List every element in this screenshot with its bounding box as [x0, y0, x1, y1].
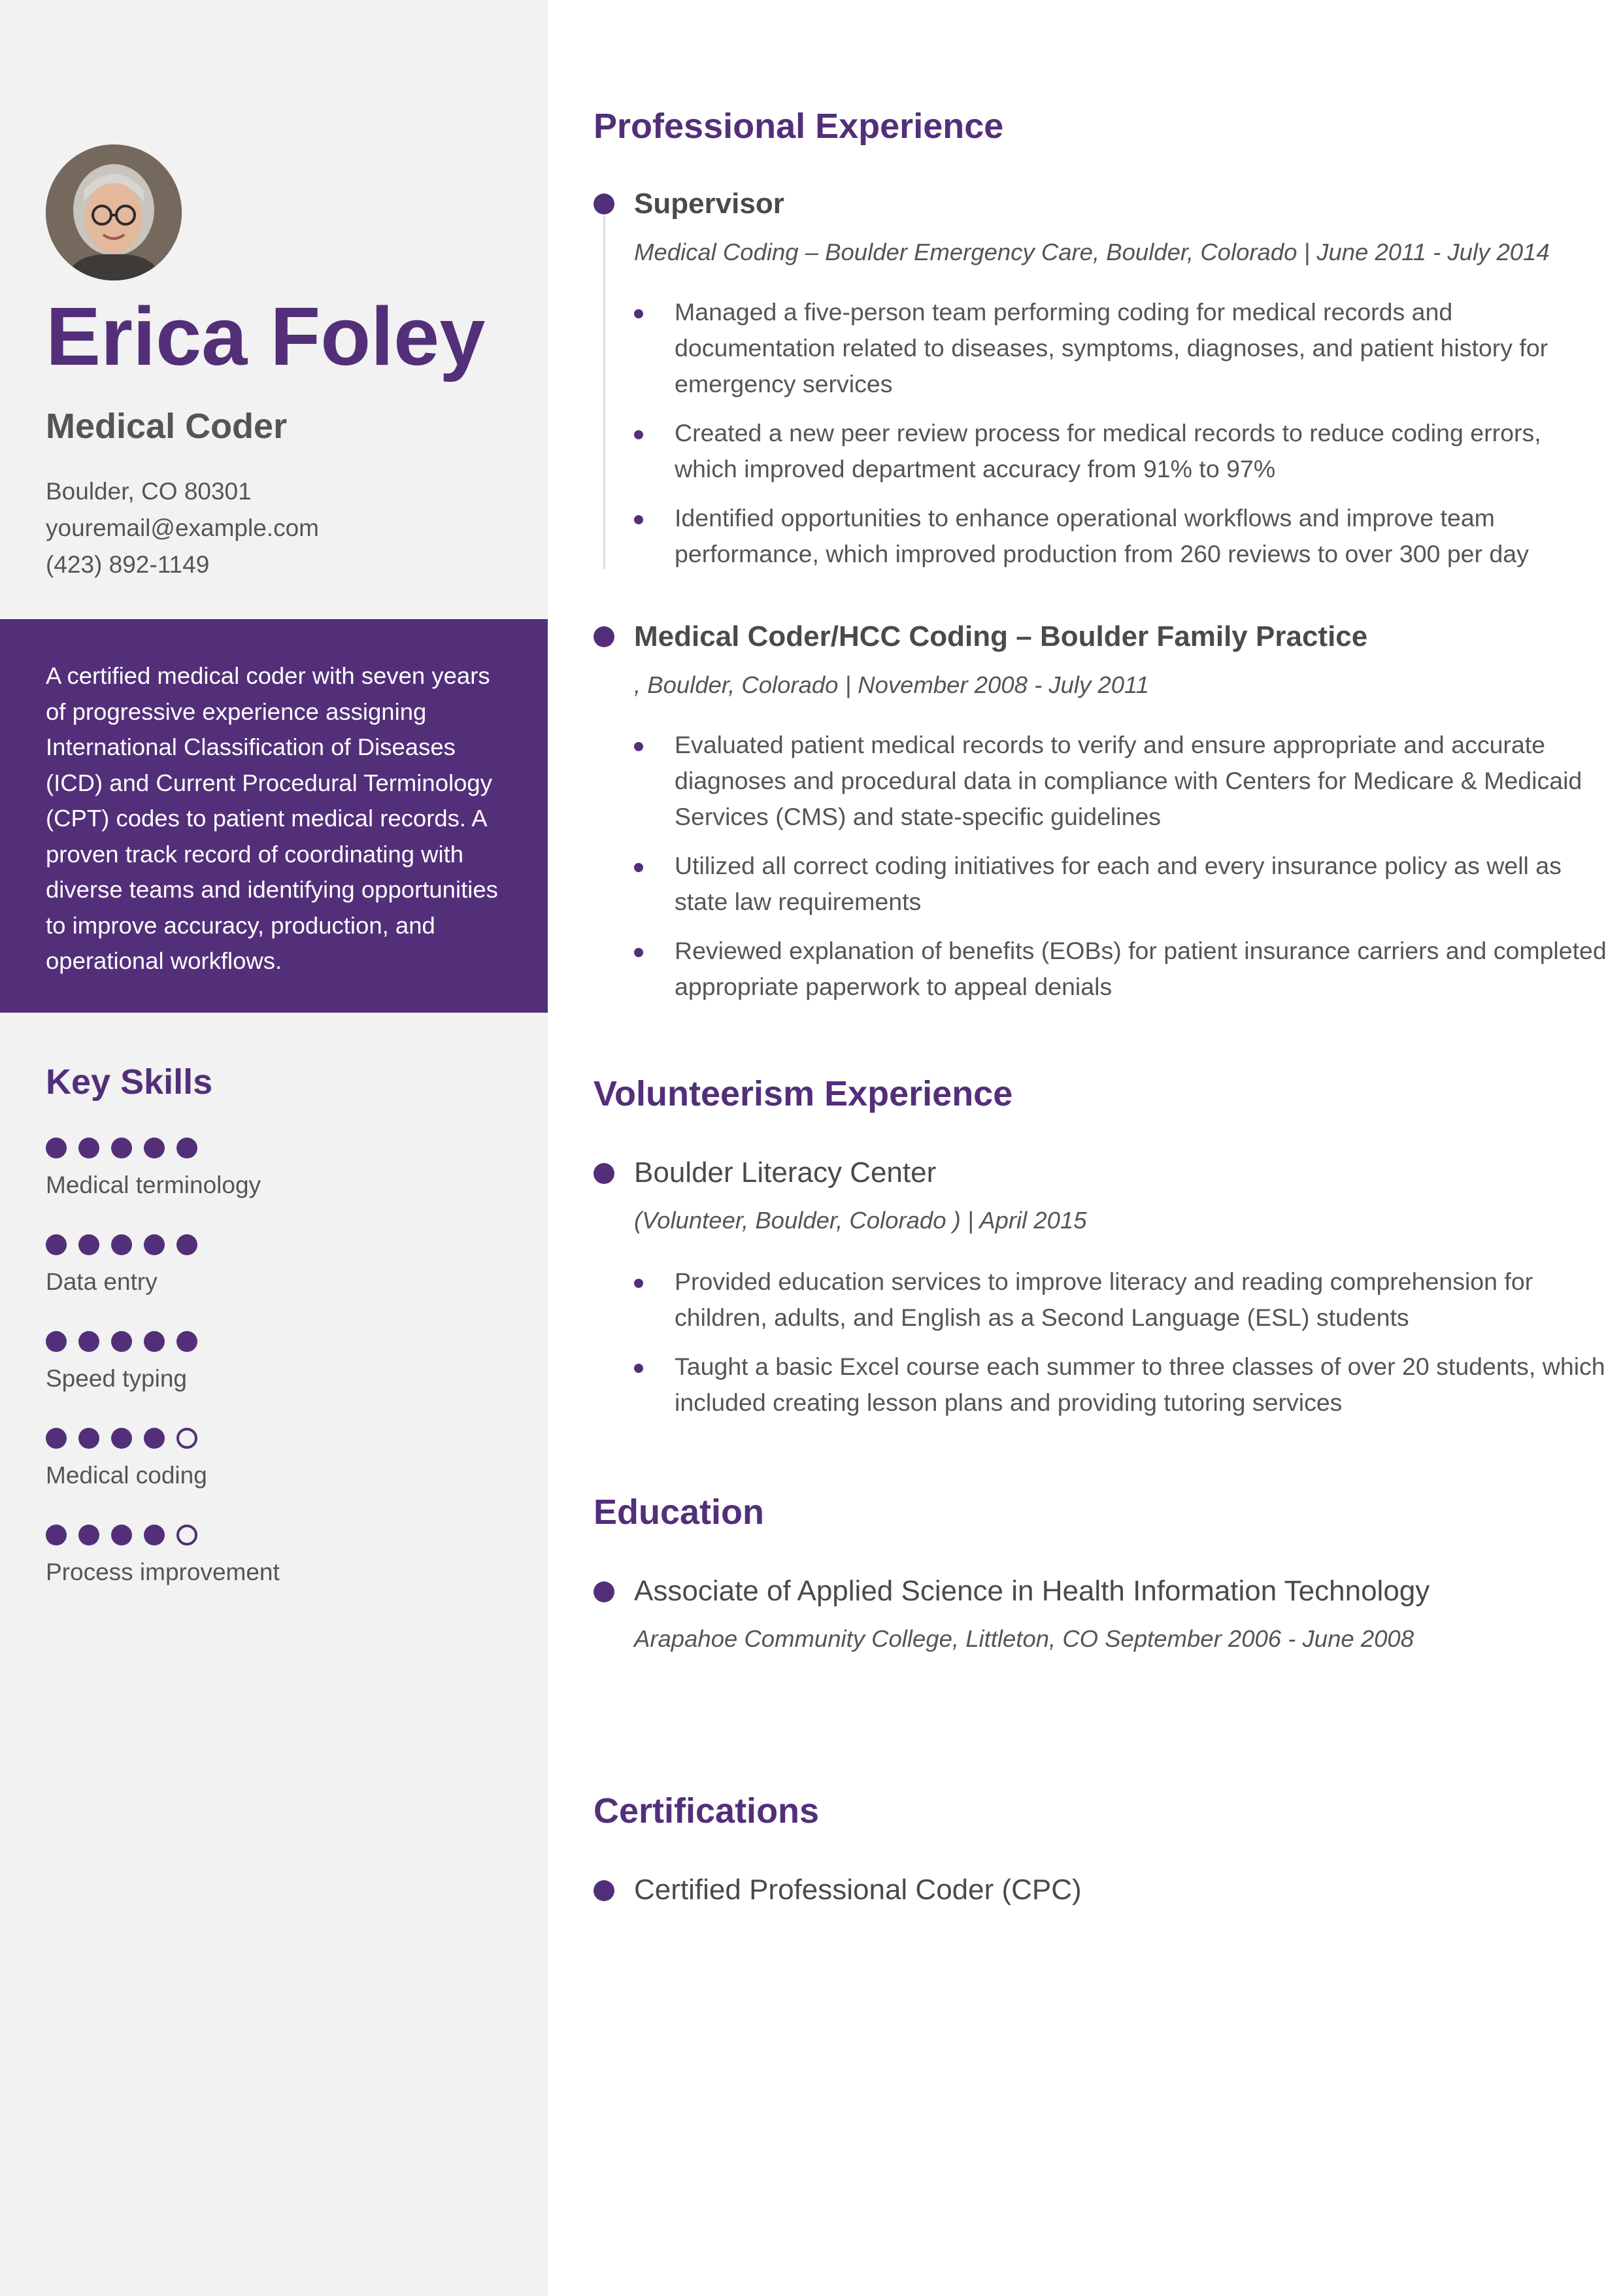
education-heading: Education	[594, 1493, 765, 1532]
rating-dot-filled	[111, 1525, 132, 1545]
rating-dot-filled	[111, 1428, 132, 1449]
rating-dot-filled	[144, 1331, 165, 1352]
skill-item	[46, 1137, 529, 1202]
list-item: Identified opportunities to enhance operational workflows and improve team performance, which improved production from 260 reviews to over 300 per day	[634, 500, 1608, 572]
address: Boulder, CO 80301	[46, 478, 252, 505]
rating-dot-filled	[144, 1138, 165, 1158]
list-item: Created a new peer review process for medical records to reduce coding errors, which improved department accuracy from 91% to 97%	[634, 415, 1608, 487]
job-bullets-2	[634, 727, 1608, 1018]
list-item: Utilized all correct coding initiatives for each and every insurance policy as well as state law requirements	[634, 848, 1608, 920]
rating-dot-filled	[78, 1331, 99, 1352]
entry-bullet-dot	[594, 194, 614, 214]
skill-rating	[46, 1137, 529, 1159]
list-item: Provided education services to improve literacy and reading comprehension for children, adults, and English as a Second Language (ESL) students	[634, 1264, 1608, 1336]
job-title-1: Supervisor	[634, 188, 784, 220]
summary-panel	[0, 619, 548, 1013]
skill-label: Medical coding	[46, 1462, 207, 1489]
rating-dot-filled	[78, 1138, 99, 1158]
timeline-line	[603, 216, 605, 569]
skill-item	[46, 1524, 529, 1589]
job-meta-1: Medical Coding – Boulder Emergency Care, Boulder, Colorado | June 2011 - July 2014	[634, 239, 1550, 265]
job-title-2: Medical Coder/HCC Coding – Boulder Family Practice	[634, 620, 1368, 652]
rating-dot-filled	[176, 1331, 197, 1352]
education-degree: Associate of Applied Science in Health Information Technology	[634, 1575, 1430, 1607]
certification-item: Certified Professional Coder (CPC)	[634, 1874, 1082, 1906]
phone: (423) 892-1149	[46, 551, 210, 578]
rating-dot-filled	[46, 1138, 67, 1158]
job-title: Medical Coder	[46, 407, 288, 446]
entry-bullet-dot	[594, 1163, 614, 1184]
certifications-heading: Certifications	[594, 1791, 820, 1831]
skill-label: Speed typing	[46, 1365, 188, 1392]
job-meta-2: , Boulder, Colorado | November 2008 - July 2011	[634, 671, 1149, 698]
volunteer-bullets	[634, 1264, 1608, 1434]
rating-dot-filled	[46, 1331, 67, 1352]
rating-dot-filled	[46, 1525, 67, 1545]
list-item: Reviewed explanation of benefits (EOBs) for patient insurance carriers and completed appropriate paperwork to appeal denials	[634, 933, 1608, 1005]
contact-info	[46, 473, 529, 583]
rating-dot-filled	[144, 1525, 165, 1545]
rating-dot-empty	[176, 1525, 197, 1545]
skill-label: Process improvement	[46, 1559, 280, 1585]
skills-heading: Key Skills	[46, 1062, 213, 1102]
rating-dot-filled	[111, 1331, 132, 1352]
volunteer-heading: Volunteerism Experience	[594, 1074, 1013, 1113]
sidebar	[0, 0, 548, 2296]
rating-dot-filled	[111, 1234, 132, 1255]
experience-heading: Professional Experience	[594, 107, 1004, 146]
entry-bullet-dot	[594, 1880, 614, 1901]
rating-dot-empty	[176, 1428, 197, 1449]
avatar	[46, 144, 182, 280]
skill-rating	[46, 1234, 529, 1256]
skill-rating	[46, 1427, 529, 1449]
entry-bullet-dot	[594, 1581, 614, 1602]
rating-dot-filled	[46, 1428, 67, 1449]
skill-rating	[46, 1524, 529, 1546]
summary-text: A certified medical coder with seven years of progressive experience assigning International Classification of Diseases (ICD) and Current Procedural Terminology (CPT) codes to patient medical records. A proven track record of coordinating with diverse teams and identifying opportunities to improve accuracy, production, and operational workflows.	[46, 662, 498, 974]
skill-rating	[46, 1330, 529, 1353]
main-content	[548, 0, 1623, 2296]
job-bullets-1	[634, 294, 1608, 585]
rating-dot-filled	[144, 1428, 165, 1449]
entry-bullet-dot	[594, 626, 614, 647]
rating-dot-filled	[78, 1234, 99, 1255]
skill-label: Medical terminology	[46, 1172, 261, 1198]
education-meta: Arapahoe Community College, Littleton, CO September 2006 - June 2008	[634, 1625, 1414, 1652]
rating-dot-filled	[78, 1428, 99, 1449]
skill-item	[46, 1234, 529, 1299]
list-item: Managed a five-person team performing coding for medical records and documentation related to diseases, symptoms, diagnoses, and patient history for emergency services	[634, 294, 1608, 402]
profile-photo	[46, 144, 182, 280]
list-item: Taught a basic Excel course each summer to three classes of over 20 students, which included creating lesson plans and providing tutoring services	[634, 1349, 1608, 1421]
rating-dot-filled	[46, 1234, 67, 1255]
rating-dot-filled	[111, 1138, 132, 1158]
skill-label: Data entry	[46, 1268, 158, 1295]
candidate-name: Erica Foley	[46, 290, 486, 382]
skill-item	[46, 1330, 529, 1396]
volunteer-meta: (Volunteer, Boulder, Colorado ) | April 2015	[634, 1207, 1087, 1234]
volunteer-org: Boulder Literacy Center	[634, 1156, 937, 1189]
rating-dot-filled	[176, 1138, 197, 1158]
rating-dot-filled	[144, 1234, 165, 1255]
rating-dot-filled	[78, 1525, 99, 1545]
email: youremail@example.com	[46, 515, 319, 541]
rating-dot-filled	[176, 1234, 197, 1255]
skill-item	[46, 1427, 529, 1493]
list-item: Evaluated patient medical records to verify and ensure appropriate and accurate diagnoses and procedural data in compliance with Centers for Medicare & Medicaid Services (CMS) and state-specific guidelines	[634, 727, 1608, 835]
